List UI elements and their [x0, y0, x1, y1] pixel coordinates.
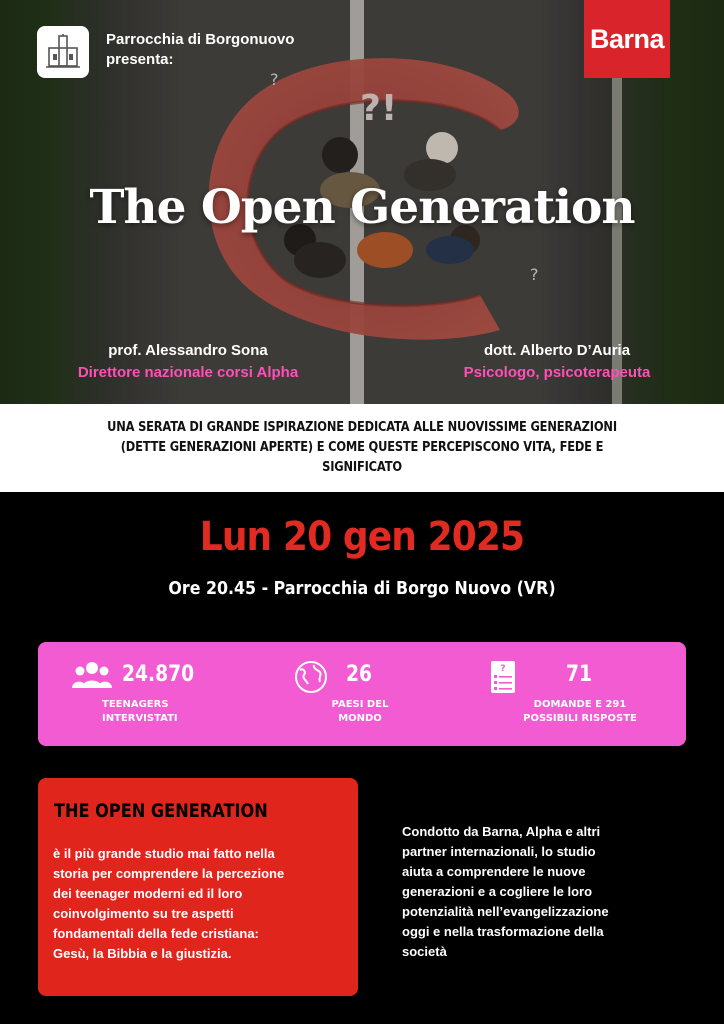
partners-line: Condotto da Barna, Alpha e altri: [402, 824, 601, 839]
speaker-2: [444, 340, 670, 384]
partners-line: generazioni e a cogliere le loro: [402, 884, 593, 899]
people-group-icon: [72, 660, 112, 690]
partners-line: aiuta a comprendere le nuove: [402, 864, 586, 879]
stat-value: 24.870: [122, 662, 195, 687]
organizer-text: [106, 30, 294, 70]
partners-line: partner internazionali, lo studio: [402, 844, 596, 859]
study-line: fondamentali della fede cristiana:: [53, 926, 259, 941]
stat-label-line: DOMANDE E 291: [533, 699, 627, 710]
globe-icon: [294, 660, 328, 694]
stats-panel: [38, 642, 686, 746]
tagline-band: [0, 404, 724, 492]
study-heading: THE OPEN GENERATION: [54, 800, 268, 822]
parish-logo: [37, 26, 89, 78]
study-line: dei teenager moderni ed il loro: [53, 886, 243, 901]
partners-description: [402, 822, 682, 962]
study-line: storia per comprendere la percezione: [53, 866, 285, 881]
partners-line: oggi e nella trasformazione della: [402, 924, 604, 939]
speaker-name: dott. Alberto D’Auria: [483, 342, 631, 359]
partners-line: potenzialità nell’evangelizzazione: [402, 904, 609, 919]
stat-label-line: TEENAGERS: [102, 699, 169, 710]
partners-line: società: [402, 944, 447, 959]
study-line: coinvolgimento su tre aspetti: [53, 906, 234, 921]
stat-label: [328, 698, 392, 726]
stat-value: 26: [346, 662, 373, 687]
stat-label: [516, 698, 644, 726]
event-title: The Open Generation: [89, 180, 635, 235]
stat-label-line: INTERVISTATI: [102, 713, 178, 724]
study-card: [38, 778, 358, 996]
svg-text:?: ?: [270, 70, 279, 89]
stat-value: 71: [566, 662, 593, 687]
svg-text:?: ?: [500, 664, 506, 674]
barna-logo: Barna: [584, 0, 670, 78]
svg-text:?!: ?!: [360, 88, 398, 129]
event-time-place: Ore 20.45 - Parrocchia di Borgo Nuovo (VR): [168, 578, 556, 599]
study-description: [53, 844, 353, 964]
stat-countries: [294, 660, 414, 730]
speaker-role: Direttore nazionale corsi Alpha: [77, 364, 299, 381]
tagline-text: [80, 418, 643, 478]
stat-label: [102, 698, 212, 726]
speaker-name: prof. Alessandro Sona: [108, 342, 268, 359]
questionnaire-icon: [490, 660, 516, 694]
organizer-presents: presenta:: [106, 51, 174, 68]
organizer-name: Parrocchia di Borgonuovo: [106, 31, 295, 48]
study-line: è il più grande studio mai fatto nella: [53, 846, 275, 861]
stat-questions: [490, 660, 670, 730]
hero-section: [0, 0, 724, 404]
event-date: Lun 20 gen 2025: [199, 514, 525, 560]
tagline-line-1: UNA SERATA DI GRANDE ISPIRAZIONE DEDICATA ALLE NUOVISSIME GENERAZIONI: [107, 420, 617, 435]
tagline-line-2: (DETTE GENERAZIONI APERTE) E COME QUESTE PERCEPISCONO VITA, FEDE E SIGNIFICATO: [120, 440, 604, 475]
study-line: Gesù, la Bibbia e la giustizia.: [53, 946, 232, 961]
speaker-1: [62, 340, 314, 384]
svg-text:?: ?: [530, 265, 539, 284]
speaker-role: Psicologo, psicoterapeuta: [463, 364, 651, 381]
stat-label-line: POSSIBILI RISPOSTE: [523, 713, 637, 724]
stat-teenagers: [72, 660, 232, 730]
stat-label-line: MONDO: [338, 713, 382, 724]
church-building-icon: [46, 34, 80, 70]
stat-label-line: PAESI DEL: [331, 699, 389, 710]
